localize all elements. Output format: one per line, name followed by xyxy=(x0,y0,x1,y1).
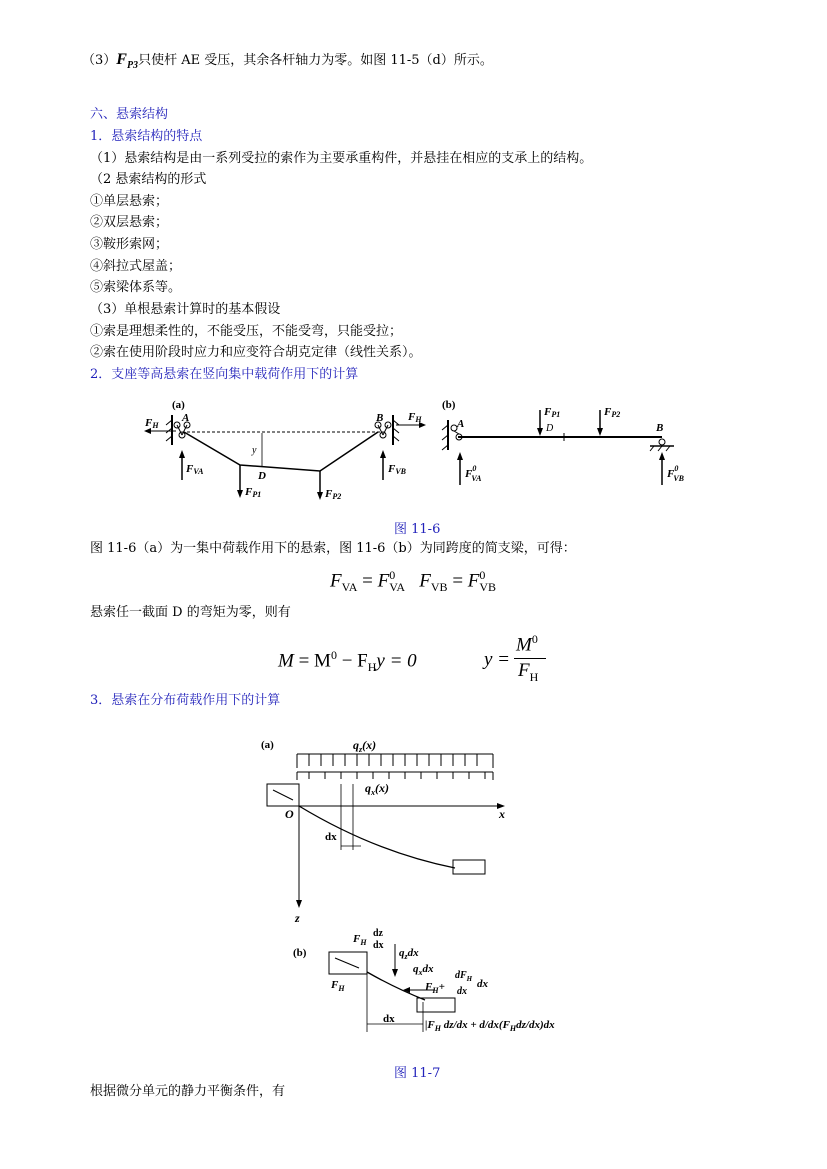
fh-right-label: FH xyxy=(408,411,422,424)
paragraph-2: （2 悬索结构的形式 xyxy=(90,172,207,187)
fh-plus-dfh: $F_H+$ xyxy=(425,981,445,995)
fig6a-label: (a) xyxy=(172,399,185,411)
top-prefix: （3） xyxy=(82,53,117,68)
axis-z-label: z xyxy=(295,911,300,925)
beam-support-b-icon xyxy=(650,439,674,451)
qx-label: $q_x(x)$ xyxy=(365,781,389,797)
beam-fvb0-label: $F^0$ VB xyxy=(667,464,685,483)
dfh-dx: dx xyxy=(477,978,488,990)
paragraph-1: （1）悬索结构是由一系列受拉的索作为主要承重构件，并悬挂在相应的支承上的结构。 xyxy=(90,151,593,166)
fig6-description: 图 11-6（a）为一集中荷载作用下的悬索，图 11-6（b）为同跨度的简支梁，可得： xyxy=(90,541,576,556)
dx-label: dx xyxy=(325,831,337,843)
label-b: B xyxy=(376,412,384,424)
figure-11-7-caption: 图 11-7 xyxy=(394,1066,441,1081)
axis-x-label: x xyxy=(499,807,505,821)
moment-text: 悬索任一截面 D 的弯矩为零，则有 xyxy=(90,605,291,620)
beam-label-b: B xyxy=(656,422,664,434)
beam-fp1-label: FP1 xyxy=(544,406,561,419)
dfh-num: $dF_H$ xyxy=(455,970,473,983)
beam-fva0-label: $F^0$ VA xyxy=(465,464,482,483)
cable-curve xyxy=(299,806,455,868)
right-anchor-box xyxy=(453,860,485,874)
figure-11-6-caption: 图 11-6 xyxy=(394,522,441,537)
paragraph-3: （3）单根悬索计算时的基本假设 xyxy=(90,302,281,317)
qz-load-arrows xyxy=(297,754,493,780)
qx-dx-label: $q_xdx$ xyxy=(413,963,434,977)
form-item: ②双层悬索； xyxy=(90,215,169,230)
lower-term: $|F_H$ $dz/dx + d/dx(F_Hdz/dx)dx$ xyxy=(425,1019,555,1033)
fh-dzdx-top: $F_H$ xyxy=(353,933,367,947)
fh-left-label: FH xyxy=(145,417,159,430)
fig7b-label: (b) xyxy=(293,947,307,959)
formula-reactions: $F_{VA} = F^0_{VA}$ $F_{VB} = F^0_{VB}$ xyxy=(330,568,497,595)
section-heading: 六、悬索结构 xyxy=(90,107,169,122)
last-paragraph: 根据微分单元的静力平衡条件，有 xyxy=(90,1084,286,1099)
assumption-item: ②索在使用阶段时应力和应变符合胡克定律（线性关系）。 xyxy=(90,345,422,360)
formula-moment: $M = M^0 - F_Hy = 0$ xyxy=(278,648,417,675)
figure-11-6 xyxy=(140,395,700,505)
top-line xyxy=(82,51,493,75)
dx-den: dx xyxy=(373,940,384,951)
force-fp3: $F_{P3}$ xyxy=(116,51,139,72)
figure-11-7 xyxy=(255,732,555,1042)
top-text: 只使杆 AE 受压，其余各杆轴力为零。如图 11-5（d）所示。 xyxy=(138,53,493,68)
fig6b-label: (b) xyxy=(442,399,456,411)
qz-label: $q_z(x)$ xyxy=(353,738,377,754)
form-item: ③鞍形索网； xyxy=(90,237,169,252)
form-item: ④斜拉式屋盖； xyxy=(90,259,182,274)
origin-label: O xyxy=(285,807,294,821)
form-item: ①单层悬索； xyxy=(90,194,169,209)
beam-label-a: A xyxy=(457,418,465,430)
assumption-item: ①索是理想柔性的，不能受压，不能受弯，只能受拉； xyxy=(90,324,403,339)
form-item: ⑤索梁体系等。 xyxy=(90,280,182,295)
subheading-3: 3．悬索在分布荷载作用下的计算 xyxy=(90,693,281,708)
subheading-2: 2．支座等高悬索在竖向集中载荷作用下的计算 xyxy=(90,367,359,382)
fva-label: FVA xyxy=(186,463,204,476)
fvb-label: FVB xyxy=(388,463,407,476)
fp2-label: FP2 xyxy=(325,488,342,501)
fig7a-label: (a) xyxy=(261,739,274,751)
label-y: y xyxy=(252,445,257,456)
label-a: A xyxy=(182,412,190,424)
fp1-label: FP1 xyxy=(245,486,262,499)
qz-dx-label: $q_zdx$ xyxy=(399,947,419,961)
beam-fp2-label: FP2 xyxy=(604,406,621,419)
fh-label-b: $F_H$ xyxy=(331,979,345,993)
dx-label-b: dx xyxy=(383,1013,395,1025)
dfh-den: dx xyxy=(457,986,467,997)
dz-num: dz xyxy=(373,928,383,939)
beam-label-d: D xyxy=(546,423,554,434)
label-d: D xyxy=(258,470,266,482)
subheading-1: 1．悬索结构的特点 xyxy=(90,129,203,144)
